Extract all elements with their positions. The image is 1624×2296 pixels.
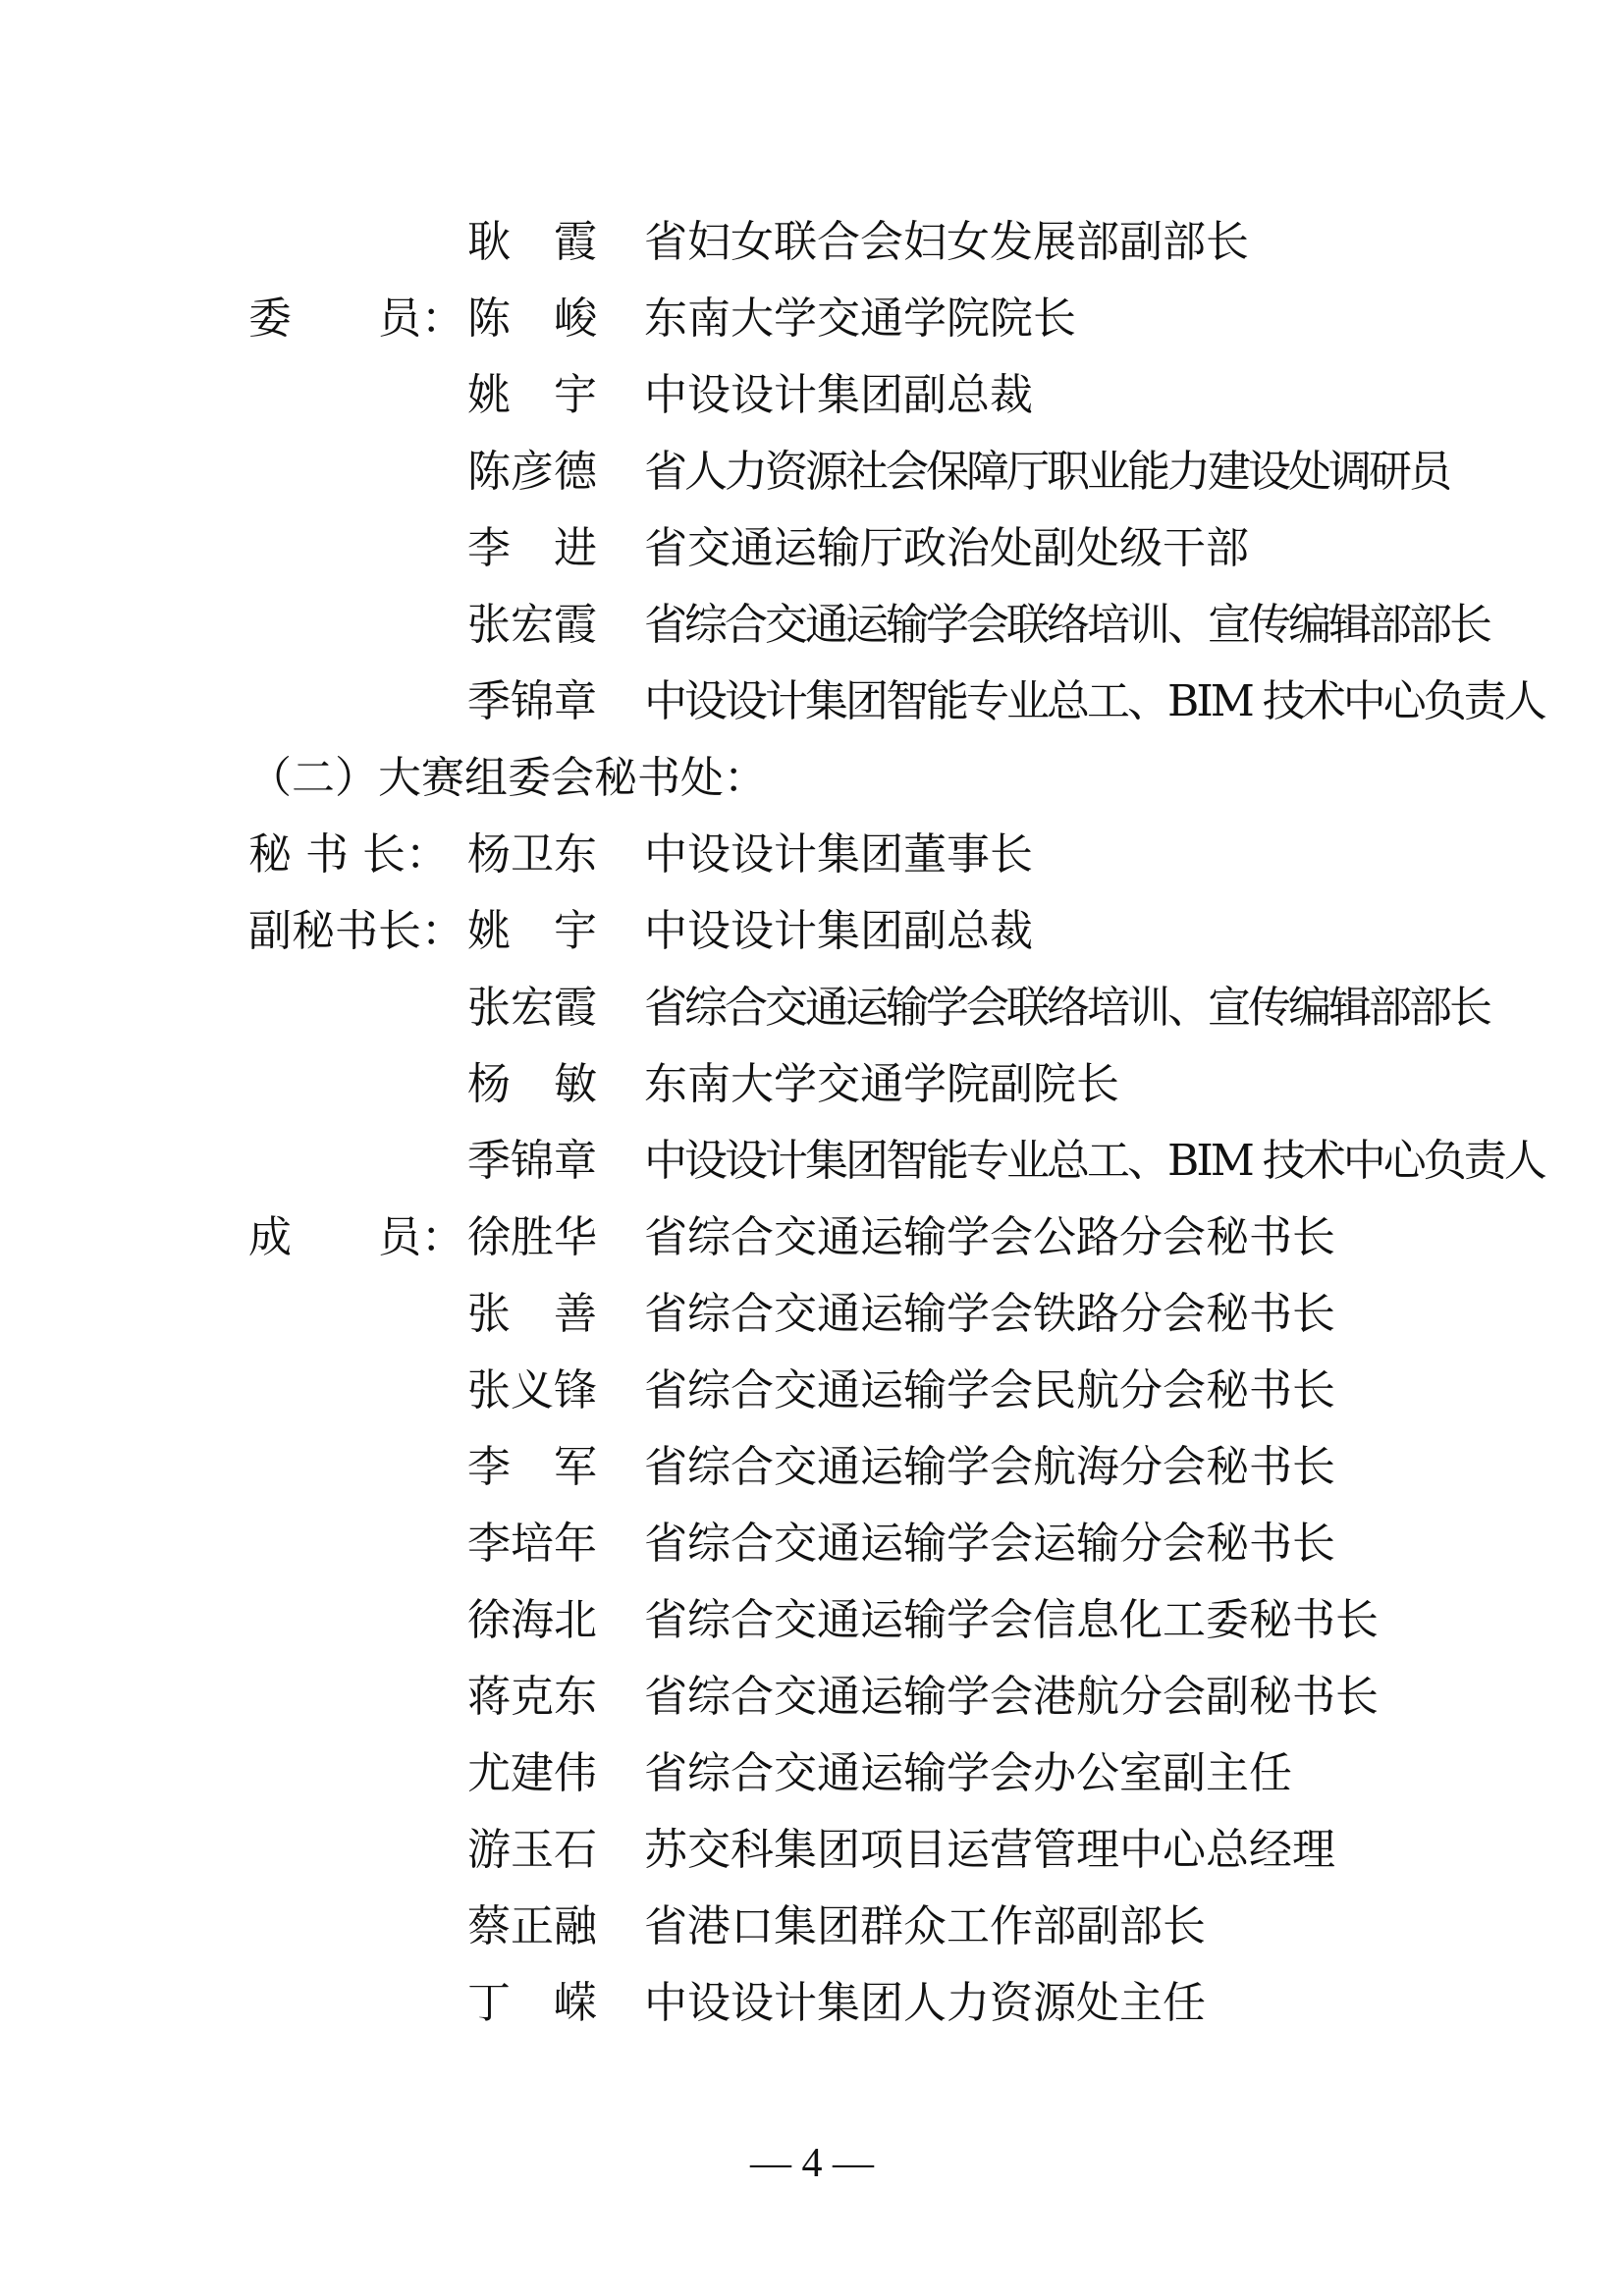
member-row xyxy=(0,204,1624,281)
member-name: 陈 峻 xyxy=(467,294,597,344)
member-name: 陈彦德 xyxy=(467,447,597,497)
member-title: 省综合交通运输学会联络培训、宣传编辑部部长 xyxy=(644,983,1489,1033)
member-row xyxy=(0,664,1624,740)
member-name: 季锦章 xyxy=(467,1136,597,1186)
member-name: 蔡正融 xyxy=(467,1901,597,1951)
member-row xyxy=(0,1582,1624,1659)
member-name: 尤建伟 xyxy=(467,1748,597,1798)
member-name: 杨卫东 xyxy=(467,829,597,880)
member-row xyxy=(0,893,1624,970)
member-row xyxy=(0,1735,1624,1812)
member-row xyxy=(0,1659,1624,1735)
member-title: 中设设计集团董事长 xyxy=(644,829,1033,880)
page-number: — 4 — xyxy=(750,2141,874,2186)
member-row xyxy=(0,281,1624,357)
member-title: 东南大学交通学院院长 xyxy=(644,294,1076,344)
member-name: 姚 宇 xyxy=(467,370,597,420)
member-row xyxy=(0,1046,1624,1123)
member-name: 张宏霞 xyxy=(467,983,597,1033)
member-name: 季锦章 xyxy=(467,676,597,726)
member-title: 中设设计集团人力资源处主任 xyxy=(644,1978,1206,2028)
member-title: 省综合交通运输学会信息化工委秘书长 xyxy=(644,1595,1379,1645)
member-title: 中设设计集团智能专业总工、BIM 技术中心负责人 xyxy=(644,676,1544,726)
member-name: 李培年 xyxy=(467,1519,597,1569)
member-row xyxy=(0,434,1624,510)
member-role: 成 员： xyxy=(248,1212,464,1262)
member-row xyxy=(0,1123,1624,1200)
member-row xyxy=(0,1506,1624,1582)
member-title: 省港口集团群众工作部副部长 xyxy=(644,1901,1206,1951)
member-row xyxy=(0,1812,1624,1889)
member-title: 中设设计集团副总裁 xyxy=(644,906,1033,956)
member-row xyxy=(0,1965,1624,2042)
member-row xyxy=(0,1429,1624,1506)
member-role: 委 员： xyxy=(248,294,464,344)
member-row xyxy=(0,1200,1624,1276)
member-name: 张义锋 xyxy=(467,1365,597,1415)
member-name: 蒋克东 xyxy=(467,1672,597,1722)
member-title: 省综合交通运输学会航海分会秘书长 xyxy=(644,1442,1335,1492)
member-title: 省综合交通运输学会港航分会副秘书长 xyxy=(644,1672,1379,1722)
member-title: 省妇女联合会妇女发展部副部长 xyxy=(644,217,1249,267)
member-title: 省人力资源社会保障厅职业能力建设处调研员 xyxy=(644,447,1449,497)
member-title: 省综合交通运输学会办公室副主任 xyxy=(644,1748,1292,1798)
member-title: 省交通运输厅政治处副处级干部 xyxy=(644,523,1249,573)
member-title: 东南大学交通学院副院长 xyxy=(644,1059,1119,1109)
member-role: 秘 书 长： xyxy=(248,829,449,880)
member-title: 苏交科集团项目运营管理中心总经理 xyxy=(644,1825,1335,1875)
member-row xyxy=(0,510,1624,587)
member-role: 副秘书长： xyxy=(248,906,464,956)
member-title: 省综合交通运输学会公路分会秘书长 xyxy=(644,1212,1335,1262)
member-name: 张 善 xyxy=(467,1289,597,1339)
member-name: 游玉石 xyxy=(467,1825,597,1875)
member-name: 姚 宇 xyxy=(467,906,597,956)
member-name: 耿 霞 xyxy=(467,217,597,267)
member-row xyxy=(0,1276,1624,1353)
member-row xyxy=(0,587,1624,664)
member-row xyxy=(0,817,1624,893)
member-name: 李 进 xyxy=(467,523,597,573)
member-name: 李 军 xyxy=(467,1442,597,1492)
member-title: 省综合交通运输学会联络培训、宣传编辑部部长 xyxy=(644,600,1489,650)
member-name: 丁 嵘 xyxy=(467,1978,597,2028)
member-name: 徐胜华 xyxy=(467,1212,597,1262)
member-name: 徐海北 xyxy=(467,1595,597,1645)
member-name: 杨 敏 xyxy=(467,1059,597,1109)
member-name: 张宏霞 xyxy=(467,600,597,650)
member-title: 省综合交通运输学会运输分会秘书长 xyxy=(644,1519,1335,1569)
member-title: 省综合交通运输学会民航分会秘书长 xyxy=(644,1365,1335,1415)
member-title: 省综合交通运输学会铁路分会秘书长 xyxy=(644,1289,1335,1339)
member-title: 中设设计集团副总裁 xyxy=(644,370,1033,420)
member-title: 中设设计集团智能专业总工、BIM 技术中心负责人 xyxy=(644,1136,1544,1186)
member-row xyxy=(0,1353,1624,1429)
member-row xyxy=(0,970,1624,1046)
member-row xyxy=(0,357,1624,434)
member-row xyxy=(0,1889,1624,1965)
section-heading: （二）大赛组委会秘书处： xyxy=(248,753,767,803)
